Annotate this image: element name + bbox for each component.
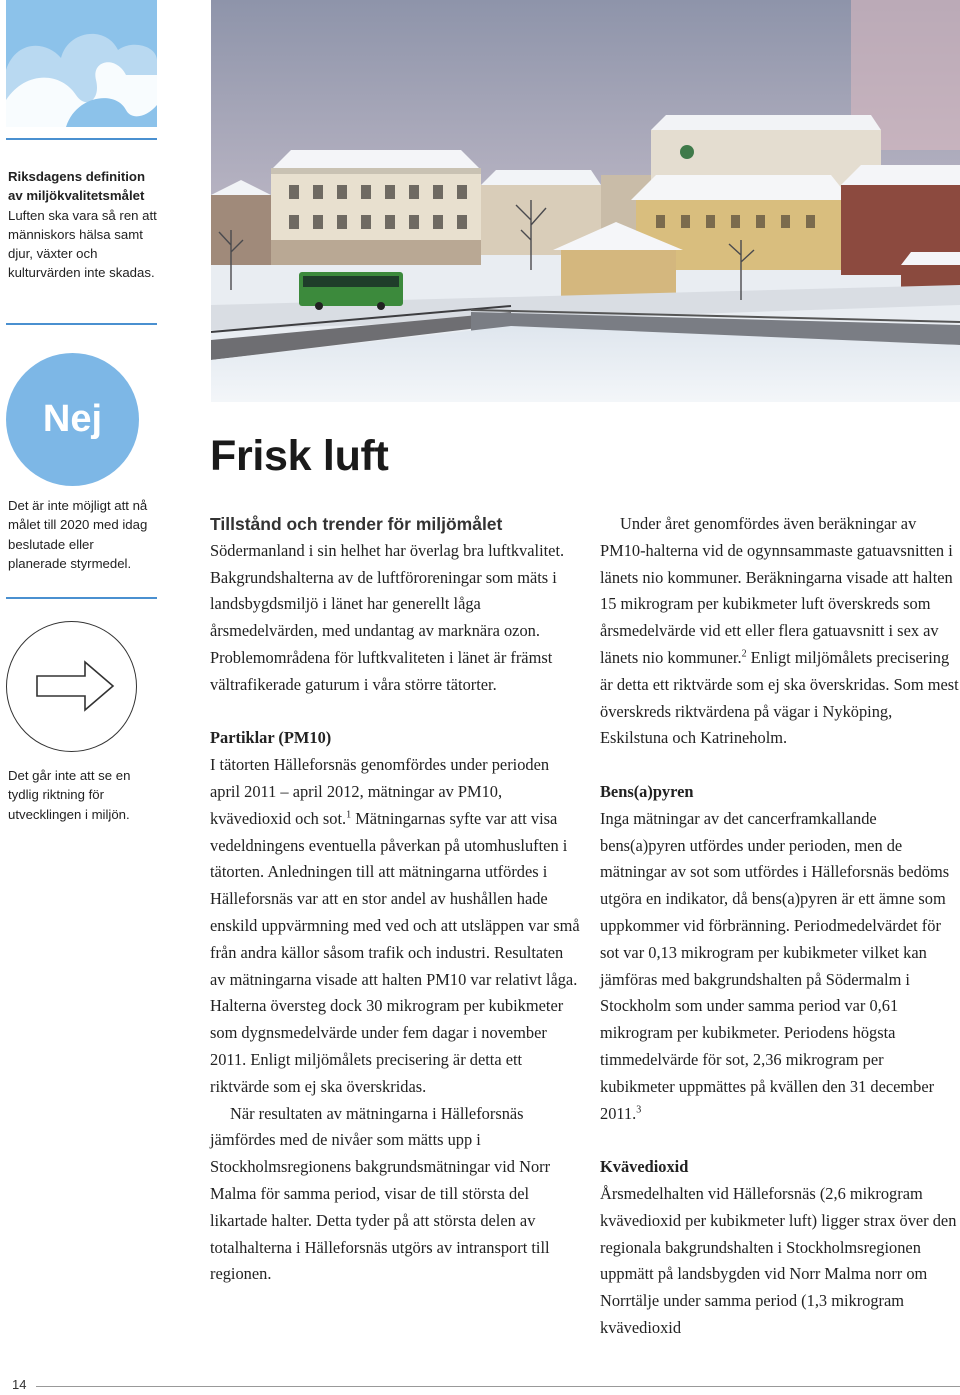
text-column-left — [210, 511, 580, 1288]
status-badge: Nej — [6, 353, 139, 486]
paragraph-text: Mätningarnas syfte var att visa vedeldningens eventuella påverkan på utomhusluften i tätorten. Anledningen till att mätningarna utfördes i Hälleforsnäs var att en stor andel av hushållen hade enskild uppvärmning med ved och att utsläppen var små från andra källor såsom trafik och industri. Resultaten av mätningarna visade att halten PM10 var relativt låga. Halterna översteg dock 30 mikrogram per kubikmeter som dygnsmedelvärde under fem dagar i november 2011. Enligt miljömålets precisering är detta ett riktvärde som ej ska överskridas. — [210, 808, 580, 1096]
paragraph-text: Enligt miljömålets precisering är detta ett riktvärde som ej ska överskridas. Som mest överskreds riktvärdena på vägar i Nyköping, Eskilstuna och Katrineholm. — [600, 647, 959, 748]
sidebar-divider — [6, 597, 157, 599]
pm10-heading: Partiklar (PM10) — [210, 728, 332, 748]
page-title: Frisk luft — [210, 432, 389, 480]
paragraph: Årsmedelhalten vid Hälleforsnäs (2,6 mikrogram kvävedioxid per kubikmeter luft) ligger strax över den regionala bakgrundshalten i Stockholmsregionen uppmätt på landsbygden vid Norr Malma norr om Norrtälje under samma period (1,3 mikrogram kvävedioxid — [600, 1183, 957, 1337]
paragraph-text: I tätorten Hälleforsnäs genomfördes under perioden april 2011 – april 2012, mätningar av PM10, kvävedioxid och sot. — [210, 755, 550, 828]
footnote-ref: 2 — [741, 648, 747, 660]
arrow-right-icon — [7, 622, 135, 750]
footnote-ref: 1 — [346, 809, 352, 821]
paragraph — [600, 806, 960, 1128]
paragraph — [600, 511, 960, 752]
paragraph: Södermanland i sin helhet har överlag bra luftkvalitet. Bakgrundshalterna av de luftföroreningar som mäts i landsbygdsmiljö i länet har generellt låga årsmedelvärden, med undantag av marknära ozon. Problemområdena för luftkvaliteten i länet är främst vältrafikerade gaturum i våra större tätorter. — [210, 540, 565, 694]
trend-indicator — [6, 621, 137, 752]
no2-heading: Kvävedioxid — [600, 1157, 689, 1177]
paragraph — [210, 752, 580, 1100]
paragraph-text: Under året genomfördes även beräkningar av PM10-halterna vid de ogynnsammaste gatuavsnitten i länets nio kommuner. Beräkningarna visade att halten 15 mikrogram per kubikmeter luft överskreds som årsmedelvärde vid ett eller flera gatuavsnitt i sex av länets nio kommuner. — [600, 514, 953, 667]
benzopyrene-heading: Bens(a)pyren — [600, 781, 694, 801]
footnote-ref: 3 — [636, 1104, 642, 1116]
paragraph-text: Inga mätningar av det cancerframkallande bens(a)pyren utfördes under perioden, men de mätningar av sot som utfördes i Hälleforsnäs bedöms utgöra en indikator, då bens(a)pyren är ett ämne som uppkommer vid förbränning. Periodmedelvärdet för sot var 0,13 mikrogram per kubikmeter vilket kan jämföras med bakgrundshalten på Södermalm i Stockholm som under samma period var 0,61 mikrogram per kubikmeter. Periodens högsta timmedelvärde för sot, 2,36 mikrogram per kubikmeter uppmättes på kvällen den 31 december 2011. — [600, 808, 950, 1123]
trend-description: Det går inte att se en tydlig riktning för utvecklingen i miljön. — [8, 768, 131, 822]
section-heading: Tillstånd och trender för miljömålet — [210, 514, 503, 534]
text-column-right — [600, 511, 960, 1342]
definition-body: Luften ska vara så ren att människors hälsa samt djur, växter och kulturvärden inte skadas. — [8, 207, 157, 281]
sidebar-divider — [6, 138, 157, 140]
sidebar-divider — [6, 323, 157, 325]
cloud-logo-icon — [6, 0, 157, 127]
page-divider — [36, 1386, 960, 1387]
winter-town-photo — [211, 0, 960, 402]
paragraph: När resultaten av mätningarna i Hälleforsnäs jämfördes med de nivåer som mätts upp i Stockholmsregionens bakgrundsmätningar vid Norr Malma för samma period, visar de till största del likartade halter. Detta tyder på att största delen av totalhalterna i Hälleforsnäs utgörs av intransport till regionen. — [210, 1103, 551, 1284]
goal-definition — [8, 167, 158, 283]
status-description: Det är inte möjligt att nå målet till 2020 med idag beslutade eller planerade styrmedel. — [8, 498, 148, 571]
page-number: 14 — [12, 1377, 27, 1392]
definition-heading: Riksdagens definition av miljökvalitetsmålet — [8, 169, 146, 204]
